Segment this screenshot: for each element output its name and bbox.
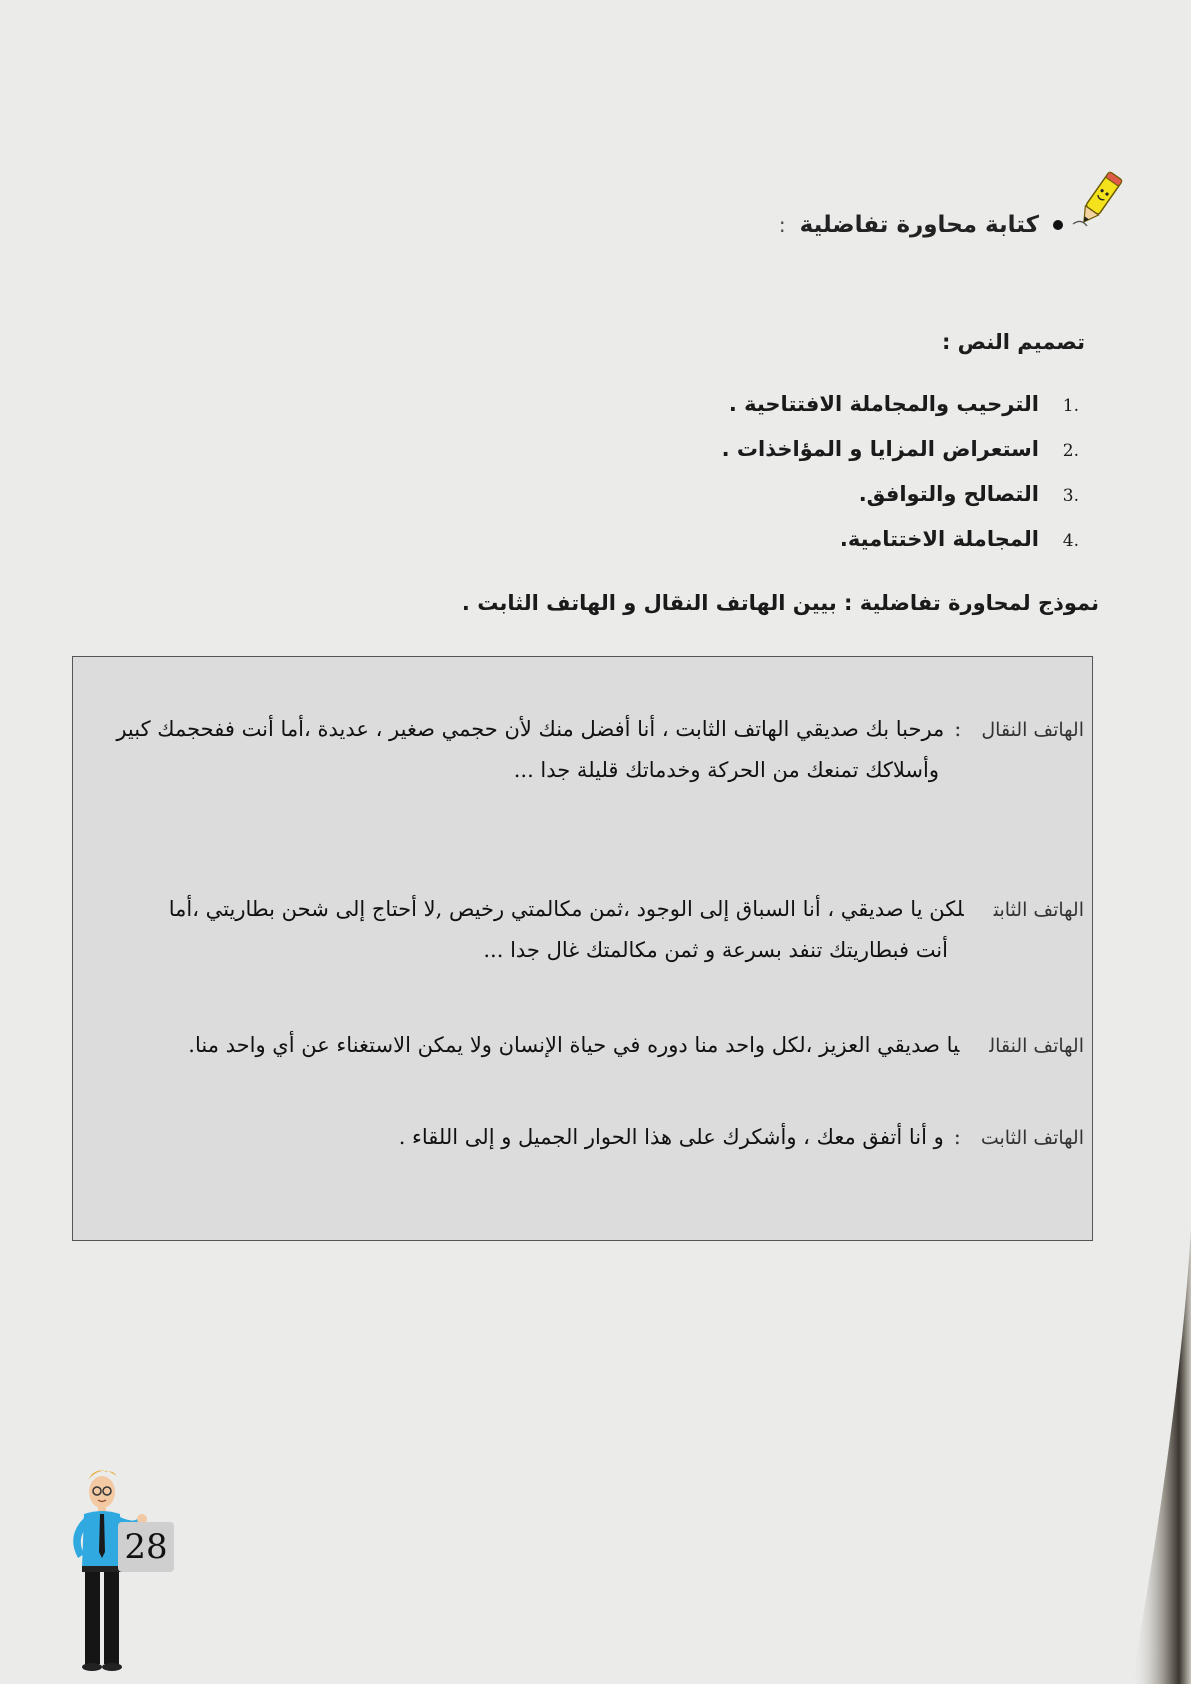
step-text: استعراض المزايا و المؤاخذات . (721, 437, 1039, 461)
dialogue-box (72, 656, 1093, 1241)
step-number: .2 (1062, 441, 1079, 461)
dialogue-turn (399, 1117, 1084, 1158)
dialogue-turn (143, 889, 1084, 970)
step-text: المجاملة الاختتامية. (839, 527, 1039, 551)
heading-colon: : (778, 213, 786, 237)
speaker-separator: : (953, 1125, 961, 1149)
heading-text: كتابة محاورة تفاضلية (799, 212, 1039, 238)
step-number: .3 (1062, 486, 1079, 506)
list-item (722, 437, 1079, 482)
speaker-label: الهاتف النقال (989, 1035, 1084, 1057)
section-heading (779, 212, 1063, 238)
steps-list (722, 392, 1079, 572)
dialogue-line: و أنا أتفق معك ، وأشكرك على هذا الحوار الجميل و إلى اللقاء . (398, 1125, 944, 1149)
list-item (722, 482, 1079, 527)
dialogue-line: مرحبا بك صديقي الهاتف الثابت ، أنا أفضل منك لأن حجمي صغير ، عديدة ،أما أنت ففحجمك كبير (116, 717, 945, 741)
speaker-separator: : (954, 717, 962, 741)
dialogue-continuation: أنت فبطاريتك تنفد بسرعة و ثمن مكالمتك غال جدا ... (483, 938, 948, 962)
speaker-label: الهاتف النقال (981, 719, 1084, 741)
dialogue-line: لكن يا صديقي ، أنا السباق إلى الوجود ،ثمن مكالمتي رخيص ,لا أحتاج إلى شحن بطاريتي ،أما (168, 897, 964, 921)
dialogue-turn (93, 709, 1084, 790)
example-title: نموذج لمحاورة تفاضلية : بيين الهاتف النقال و الهاتف الثابت . (461, 591, 1099, 615)
speaker-label: الهاتف الثابت (980, 1127, 1084, 1149)
step-number: .1 (1062, 396, 1079, 416)
pencil-icon (1067, 166, 1129, 234)
step-text: الترحيب والمجاملة الافتتاحية . (728, 392, 1039, 416)
list-item (722, 392, 1079, 437)
list-item (722, 527, 1079, 572)
speaker-label: الهاتف الثابت (993, 899, 1084, 921)
dialogue-line: يا صديقي العزيز ،لكل واحد منا دوره في حياة الإنسان ولا يمكن الاستغناء عن أي واحد منا. (188, 1033, 960, 1057)
design-title: تصميم النص : (941, 330, 1085, 354)
page-number: 28 (118, 1522, 174, 1572)
step-text: التصالح والتوافق. (858, 482, 1039, 506)
bullet-icon (1053, 220, 1063, 230)
step-number: .4 (1062, 531, 1079, 551)
dialogue-turn (188, 1025, 1084, 1066)
dialogue-continuation: وأسلاكك تمنعك من الحركة وخدماتك قليلة جدا ... (513, 758, 939, 782)
